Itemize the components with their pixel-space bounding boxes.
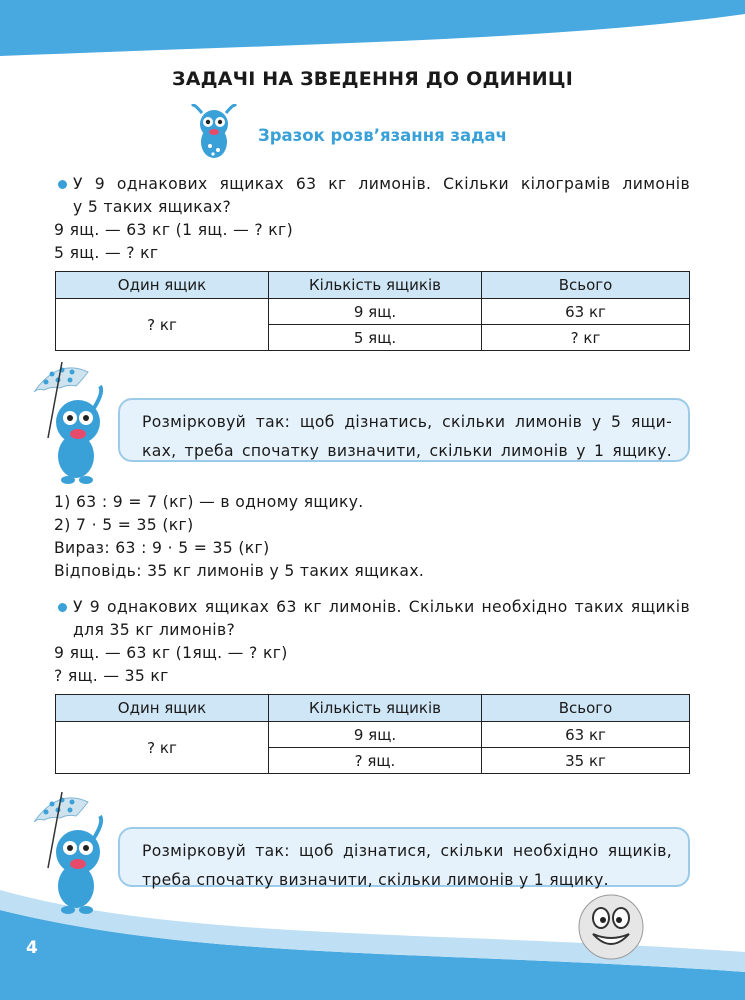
monster-mascot-icon: [56, 386, 101, 484]
bullet-icon: [58, 603, 67, 612]
monster-mascot-icon: [188, 104, 240, 164]
solution-step2: 2) 7 · 5 = 35 (кг): [54, 516, 194, 534]
table1-cell: 5 ящ.: [269, 325, 482, 351]
task1-line2: у 5 таких ящиках?: [73, 198, 232, 216]
table2-cell: 63 кг: [482, 722, 690, 748]
umbrella-mascot-2: [28, 788, 128, 918]
task2-line1: У 9 однакових ящиках 63 кг лимонів. Скільки необхідно таких ящиків: [73, 598, 690, 616]
page-title: ЗАДАЧІ НА ЗВЕДЕННЯ ДО ОДИНИЦІ: [172, 68, 573, 90]
table2: [55, 694, 690, 774]
section-subtitle: Зразок розв’язання задач: [258, 126, 507, 145]
solution-answer: Відповідь: 35 кг лимонів у 5 таких ящиках.: [54, 562, 425, 580]
hint2-line2: треба спочатку визначити, скільки лимонів у 1 ящику.: [142, 871, 609, 889]
table2-cell: 35 кг: [482, 748, 690, 774]
task2-short2: ? ящ. — 35 кг: [54, 667, 169, 685]
table1-cell: 63 кг: [482, 299, 690, 325]
umbrella-mascot-1: [28, 358, 128, 488]
solution-step1: 1) 63 : 9 = 7 (кг) — в одному ящику.: [54, 493, 364, 511]
table2-header-unit: Один ящик: [56, 695, 269, 722]
solution-expression: Вираз: 63 : 9 · 5 = 35 (кг): [54, 539, 270, 557]
hint2-line1: Розмірковуй так: щоб дізнатися, скільки необхідно ящиків,: [142, 842, 672, 860]
table1-header-total: Всього: [482, 272, 690, 299]
table2-cell: ? ящ.: [269, 748, 482, 774]
monster-mascot-icon: [56, 816, 101, 914]
task2-line2: для 35 кг лимонів?: [73, 621, 236, 639]
table1-cell: 9 ящ.: [269, 299, 482, 325]
table2-unit-cell: ? кг: [56, 722, 269, 774]
page-number: 4: [26, 938, 38, 958]
table2-header-count: Кількість ящиків: [269, 695, 482, 722]
smiley-face-icon: [576, 892, 646, 962]
hint-box-1: [118, 398, 690, 462]
table1-header-count: Кількість ящиків: [269, 272, 482, 299]
top-wave-decoration: [0, 0, 745, 70]
hint1-line1: Розмірковуй так: щоб дізнатись, скільки лимонів у 5 ящи-: [142, 413, 672, 431]
task1-short2: 5 ящ. — ? кг: [54, 244, 159, 262]
hint-box-2: [118, 827, 690, 887]
task2-short1: 9 ящ. — 63 кг (1ящ. — ? кг): [54, 644, 288, 662]
task1-line1: У 9 однакових ящиках 63 кг лимонів. Скільки кілограмів лимонів: [73, 175, 690, 193]
table2-cell: 9 ящ.: [269, 722, 482, 748]
table1-cell: ? кг: [482, 325, 690, 351]
hint1-line2: ках, треба спочатку визначити, скільки лимонів у 1 ящику.: [142, 442, 672, 460]
bullet-icon: [58, 180, 67, 189]
table1-header-unit: Один ящик: [56, 272, 269, 299]
table1-unit-cell: ? кг: [56, 299, 269, 351]
task1-short1: 9 ящ. — 63 кг (1 ящ. — ? кг): [54, 221, 294, 239]
table2-header-total: Всього: [482, 695, 690, 722]
table1: [55, 271, 690, 351]
